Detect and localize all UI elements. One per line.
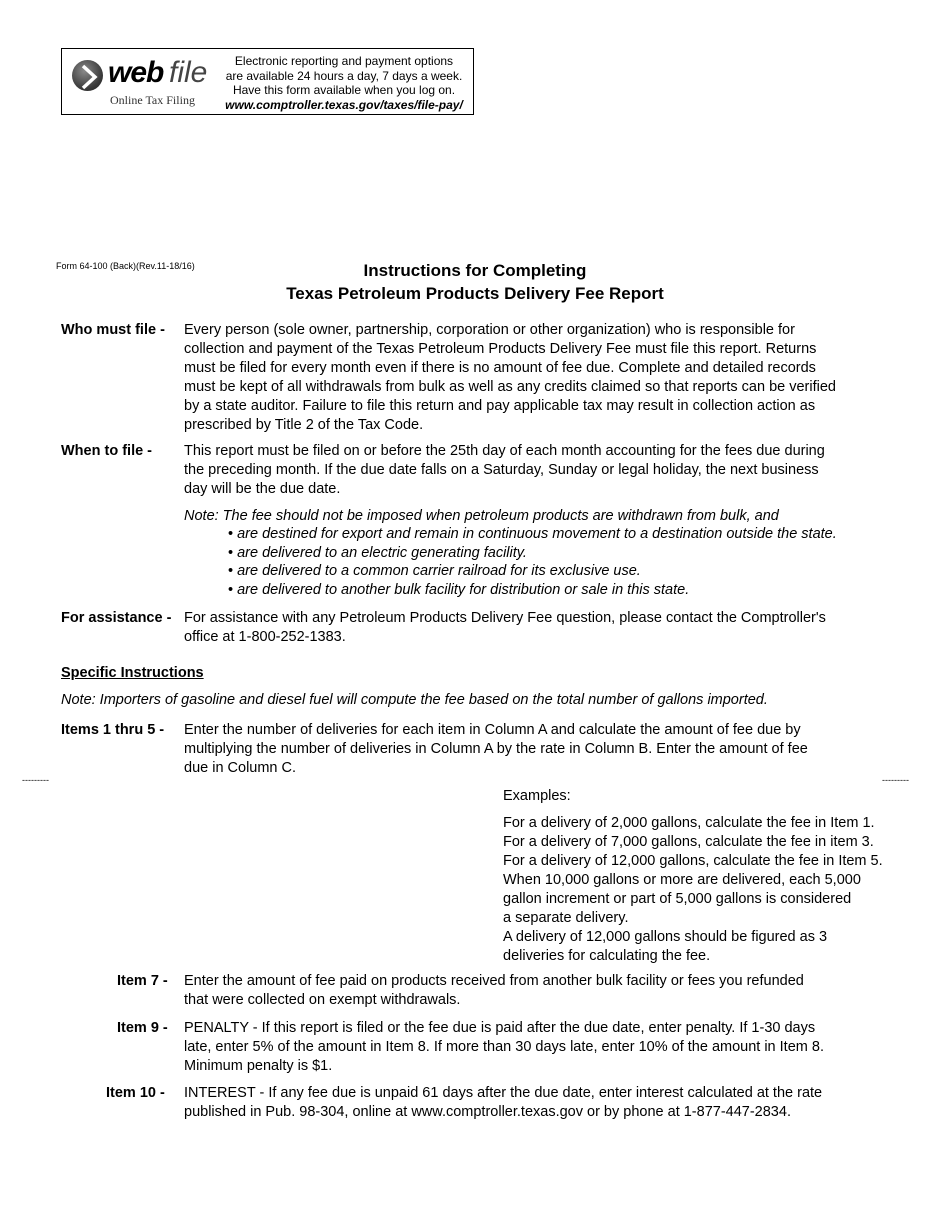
text-line: This report must be filed on or before the 25th day of each month accounting for the fees due during [184, 443, 825, 459]
who-must-file-label: Who must file - [61, 322, 165, 338]
example-line: gallon increment or part of 5,000 gallons is considered [503, 891, 852, 907]
importers-note: Note: Importers of gasoline and diesel fuel will compute the fee based on the total number of gallons imported. [61, 692, 768, 708]
text-line: Enter the number of deliveries for each item in Column A and calculate the amount of fee due by [184, 722, 801, 738]
examples-heading: Examples: [503, 788, 571, 804]
example-line: For a delivery of 2,000 gallons, calculate the fee in Item 1. [503, 815, 875, 831]
example-line: a separate delivery. [503, 910, 629, 926]
text-line: published in Pub. 98-304, online at www.comptroller.texas.gov or by phone at 1-877-447-2834. [184, 1104, 791, 1120]
item-10-text [184, 1084, 924, 1122]
who-must-file-text [184, 321, 924, 435]
list-item: • are delivered to a common carrier railroad for its exclusive use. [228, 562, 837, 581]
exemption-note-intro: Note: The fee should not be imposed when petroleum products are withdrawn from bulk, and [184, 508, 779, 524]
item-10-label: Item 10 - [106, 1085, 165, 1101]
webfile-line: Have this form available when you log on. [232, 83, 456, 97]
webfile-text [219, 54, 469, 112]
example-line: For a delivery of 7,000 gallons, calculate the fee in item 3. [503, 834, 874, 850]
text-line: day will be the due date. [184, 481, 341, 497]
text-line: Minimum penalty is $1. [184, 1058, 333, 1074]
text-line: must be filed for every month even if there is no amount of fee due. Complete and detailed records [184, 360, 816, 376]
webfile-line: Electronic reporting and payment options [234, 54, 454, 68]
webfile-logo [72, 56, 212, 109]
logo-word-file: file [169, 56, 208, 89]
example-line: For a delivery of 12,000 gallons, calculate the fee in Item 5. [503, 853, 883, 869]
fold-mark-right: --------- [882, 775, 909, 785]
list-item: • are destined for export and remain in continuous movement to a destination outside the state. [228, 525, 837, 544]
text-line: PENALTY - If this report is filed or the fee due is paid after the due date, enter penalty. If 1-30 days [184, 1020, 816, 1036]
when-to-file-label: When to file - [61, 443, 153, 459]
title-line-2: Texas Petroleum Products Delivery Fee Report [286, 284, 664, 303]
text-line: that were collected on exempt withdrawals. [184, 992, 461, 1008]
exemption-list [228, 525, 837, 599]
list-item: • are delivered to another bulk facility for distribution or sale in this state. [228, 581, 837, 600]
item-7-text [184, 972, 924, 1010]
text-line: must be kept of all withdrawals from bulk as well as any credits claimed so that reports can be verified [184, 379, 836, 395]
text-line: prescribed by Title 2 of the Tax Code. [184, 417, 424, 433]
specific-instructions-heading: Specific Instructions [61, 665, 204, 681]
logo-word-web: web [108, 56, 164, 89]
fold-mark-left: --------- [22, 775, 49, 785]
text-line: multiplying the number of deliveries in Column A by the rate in Column B. Enter the amount of fee [184, 741, 808, 757]
webfile-banner [61, 48, 474, 115]
items-1-5-text [184, 721, 924, 778]
example-line: When 10,000 gallons or more are delivered, each 5,000 [503, 872, 861, 888]
webfile-url[interactable]: www.comptroller.texas.gov/taxes/file-pay/ [225, 97, 463, 112]
logo-tagline: Online Tax Filing [110, 93, 195, 107]
item-9-text [184, 1019, 924, 1076]
assistance-label: For assistance - [61, 610, 172, 626]
text-line: Every person (sole owner, partnership, corporation or other organization) who is responsible for [184, 322, 795, 338]
examples-list [503, 814, 923, 966]
text-line: by a state auditor. Failure to file this return and pay applicable tax may result in collection action as [184, 398, 816, 414]
item-7-label: Item 7 - [117, 973, 168, 989]
text-line: due in Column C. [184, 760, 297, 776]
example-line: A delivery of 12,000 gallons should be figured as 3 [503, 929, 828, 945]
list-item: • are delivered to an electric generating facility. [228, 544, 837, 563]
assistance-text [184, 609, 924, 647]
form-id: Form 64-100 (Back)(Rev.11-18/16) [56, 261, 195, 271]
webfile-line: are available 24 hours a day, 7 days a week. [225, 68, 463, 83]
items-1-5-label: Items 1 thru 5 - [61, 722, 165, 738]
example-line: deliveries for calculating the fee. [503, 948, 711, 964]
text-line: late, enter 5% of the amount in Item 8. If more than 30 days late, enter 10% of the amount in Item 8. [184, 1039, 824, 1055]
text-line: the preceding month. If the due date falls on a Saturday, Sunday or legal holiday, the next business [184, 462, 819, 478]
title-line-1: Instructions for Completing [363, 261, 587, 280]
arrow-circle-icon [72, 60, 103, 91]
item-9-label: Item 9 - [117, 1020, 168, 1036]
text-line: Enter the amount of fee paid on products received from another bulk facility or fees you refunded [184, 973, 804, 989]
text-line: For assistance with any Petroleum Products Delivery Fee question, please contact the Comptroller's [184, 610, 826, 626]
when-to-file-text [184, 442, 924, 499]
text-line: office at 1-800-252-1383. [184, 629, 346, 645]
text-line: INTEREST - If any fee due is unpaid 61 days after the due date, enter interest calculated at the rate [184, 1085, 823, 1101]
text-line: collection and payment of the Texas Petroleum Products Delivery Fee must file this report. Returns [184, 341, 817, 357]
